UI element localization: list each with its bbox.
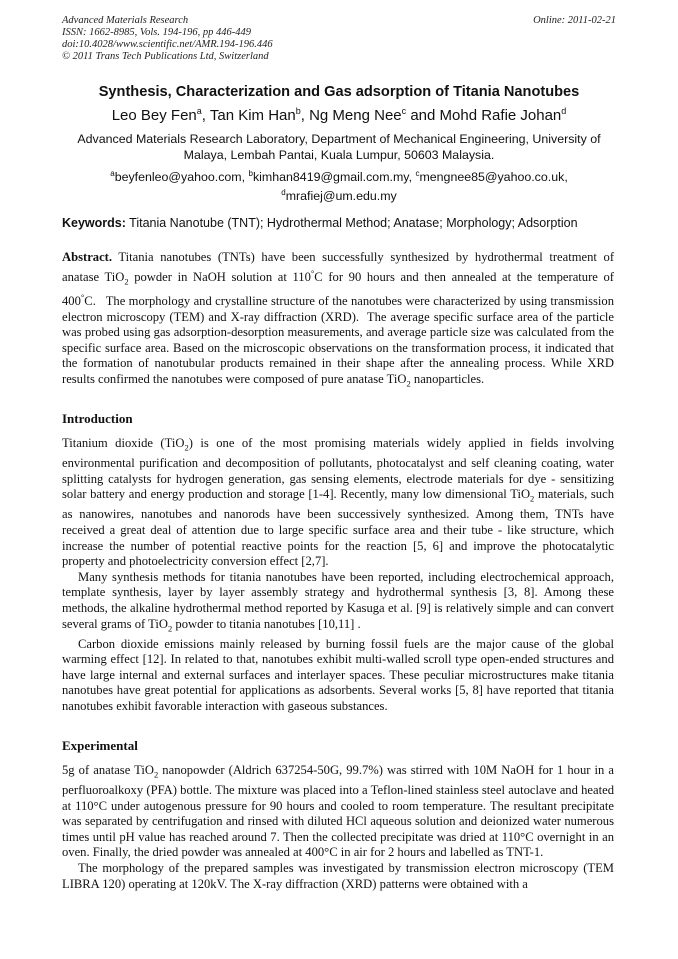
experimental-heading: Experimental xyxy=(62,738,138,753)
copyright-line: © 2011 Trans Tech Publications Ltd, Switzerland xyxy=(62,51,269,62)
keywords xyxy=(62,216,622,230)
email-address: beyfenleo@yahoo.com xyxy=(114,170,242,185)
journal-header xyxy=(62,15,273,63)
author-name: Leo Bey Fen xyxy=(111,107,197,124)
doi-line: doi:10.4028/www.scientific.net/AMR.194-196.446 xyxy=(62,39,273,50)
author-name: Ng Meng Nee xyxy=(309,107,402,124)
exp-paragraph-1: 5g of anatase TiO$_2$ nanopowder (Aldrich 637254-50G, 99.7%) was stirred with 10M NaOH for 1 hour in a perfluoroalkoxy (PFA) bottle. The mixture was placed into a Teflon-lined stainless steel autoclave and heated at 110°C under autogenous pressure for 90 hours and cooled to room temperature. The resultant precipitate was separated by centrifugation and rinsed with diluted HCl aqueous solution and deionized water numerous times until pH value has reached around 7. Then the collected precipitate was dried at 110°C overnight in an oven. Finally, the dried powder was annealed at 400°C in air for 2 hours and labelled as TNT-1. xyxy=(62,763,614,860)
abstract-text: Titania nanotubes (TNTs) have been successfully synthesized by hydrothermal treatment of anatase TiO$_2$ powder in NaOH solution at 110°C for 90 hours and then annealed at the temperature of 400°C. The morphology and crystalline structure of the nanotubes were characterized by using transmission electron microscopy (TEM) and X-ray diffraction (XRD). The average specific surface area of the particle was probed using gas adsorption-desorption measurements, and average particle size was calculated from the specific surface area. Based on the microscopic observations on the transformation process, it indicated that the formation of nanotubular products remained in their shape after the annealing process. While XRD results confirmed the nanotubes were composed of pure anatase TiO$_2$ nanoparticles. xyxy=(62,250,615,389)
keywords-text: Titania Nanotube (TNT); Hydrothermal Method; Anatase; Morphology; Adsorption xyxy=(129,216,578,230)
author-affil-mark: c xyxy=(401,106,407,116)
paper-title: Synthesis, Characterization and Gas adsorption of Titania Nanotubes xyxy=(98,84,580,100)
author-affil-mark: a xyxy=(196,106,202,116)
email-address: kimhan8419@gmail.com.my xyxy=(252,170,409,185)
email-mark: d xyxy=(281,188,286,198)
email-mark: a xyxy=(110,169,115,178)
intro-paragraph-2: Many synthesis methods for titania nanotubes have been reported, including electrochemical approach, template synthesis, layer by layer assembly strategy and hydrothermal synthesis [3, 8]. Among these methods, the alkaline hydrothermal method reported by Kasuga et al. [9] is relatively simple and can convert several grams of TiO$_2$ powder to titania nanotubes [10,11] . xyxy=(62,569,614,634)
email-address: mrafiej@um.edu.my xyxy=(285,189,397,204)
issn-line: ISSN: 1662-8985, Vols. 194-196, pp 446-449 xyxy=(62,27,251,38)
abstract-label: Abstract. xyxy=(62,250,113,264)
exp-paragraph-2: The morphology of the prepared samples was investigated by transmission electron microscopy (TEM LIBRA 120) operating at 120kV. The X-ray diffraction (XRD) patterns were obtained with a xyxy=(62,861,614,891)
author-emails: $^a$beyfenleo@yahoo.com, $^b$kimhan8419@gmail.com.my, $^c$mengnee85@yahoo.co.uk, $^d$mrafiej@um.edu.my xyxy=(110,169,568,204)
author-list: Leo Bey Fen$^a$, Tan Kim Han$^b$, Ng Meng Nee$^c$ and Mohd Rafie Johan$^d$ xyxy=(111,106,567,124)
affiliation: Advanced Materials Research Laboratory, Department of Mechanical Engineering, University of Malaya, Lembah Pantai, Kuala Lumpur, 50603 Malaysia. xyxy=(77,132,601,162)
author-name: Mohd Rafie Johan xyxy=(439,107,562,124)
intro-paragraph-3: Carbon dioxide emissions mainly released by burning fossil fuels are the major cause of the global warming effect [12]. In related to that, nanotubes exhibit multi-walled scroll type open-ended structures and have large internal and external surfaces and interlayer spaces. These peculiar microstructures make titania nanotubes have great potential for applications as adsorbents. Several works [5, 8] have reported that titania nanotubes exhibit favorable interaction with gaseous substances. xyxy=(62,636,614,714)
abstract xyxy=(62,250,614,392)
email-mark: c xyxy=(415,169,420,178)
online-date: Online: 2011-02-21 xyxy=(533,15,616,26)
keywords-label: Keywords: xyxy=(62,216,126,230)
introduction-heading: Introduction xyxy=(62,411,133,426)
author-affil-mark: b xyxy=(295,106,301,116)
introduction-body xyxy=(62,436,614,715)
author-name: Tan Kim Han xyxy=(209,107,296,124)
email-address: mengnee85@yahoo.co.uk xyxy=(419,170,565,185)
author-affil-mark: d xyxy=(561,106,567,116)
email-mark: b xyxy=(248,169,253,178)
experimental-body xyxy=(62,763,614,892)
intro-paragraph-1: Titanium dioxide (TiO$_2$) is one of the most promising materials widely applied in fields involving environmental purification and decomposition of pollutants, photocatalyst and self cleaning coating, water splitting catalysts for hydrogen generation, gas sensing elements, electrode materials for dye - sensitizing solar battery and energy production and storage [1-4]. Recently, many low dimensional TiO$_2$ materials, such as nanowires, nanotubes and nanorods have been successively synthesized. Among them, TNTs have received a great deal of attention due to large specific surface area and their tube - like structure, which increase the number of potential reactive points for the reaction [5, 6] and improve the photocatalytic property and photoelectricity conversion effect [2,7]. xyxy=(62,436,614,569)
journal-name: Advanced Materials Research xyxy=(62,15,189,26)
